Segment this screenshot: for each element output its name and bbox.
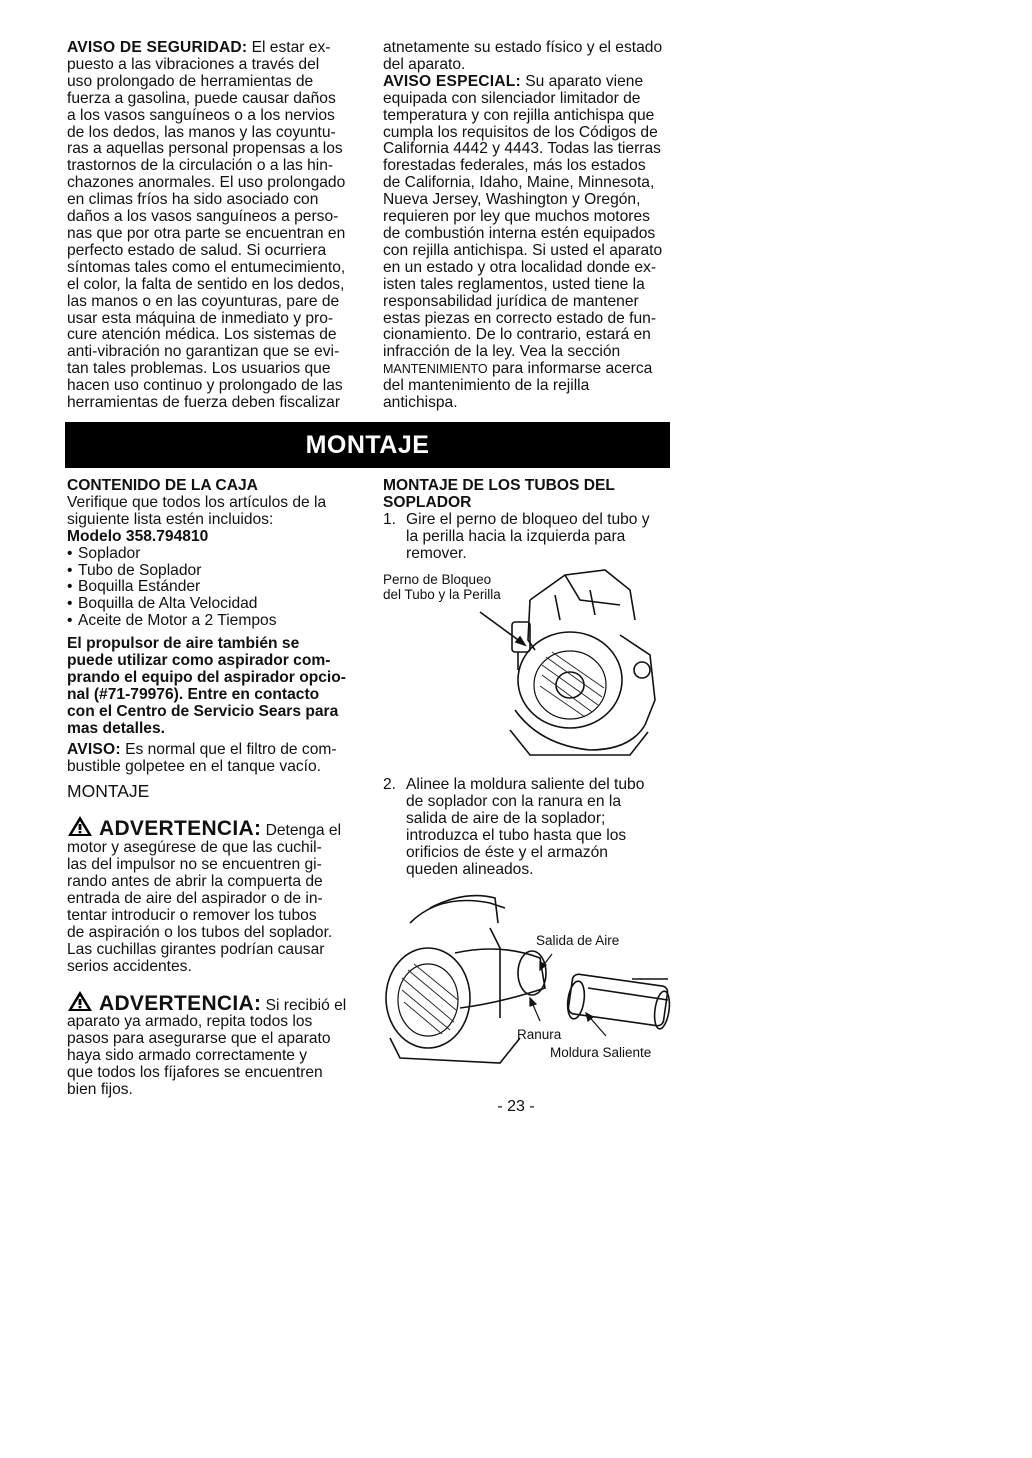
special-notice-line: temperatura y con rejilla antichispa que xyxy=(383,106,655,124)
safety-notice-line: en climas fríos ha sido asociado con xyxy=(67,191,319,209)
safety-notice-line: trastornos de la circulación o a las hin- xyxy=(67,157,334,175)
safety-notice-line: El estar ex- xyxy=(247,39,331,56)
warning-2-line: bien fijos. xyxy=(67,1081,133,1099)
montaje-banner: MONTAJE xyxy=(65,422,670,468)
vacuum-accessory-paragraph xyxy=(67,636,367,737)
special-notice-line: antichispa. xyxy=(383,394,458,412)
continued-line: atnetamente su estado físico y el estado xyxy=(383,39,663,56)
special-notice-line: del mantenimiento de la rejilla xyxy=(383,377,590,395)
continued-line: del aparato. xyxy=(383,55,466,73)
fuel-filter-line: bustible golpetee en el tanque vacío. xyxy=(67,757,322,775)
warning-2-line: pasos para asegurarse que el aparato xyxy=(67,1030,331,1048)
safety-notice-line: cure atención médica. Los sistemas de xyxy=(67,326,337,344)
safety-notice-line: a los vasos sanguíneos o a los nervios xyxy=(67,106,335,124)
special-notice-line: de combustión interna estén equipados xyxy=(383,224,656,242)
special-notice-line: California 4442 y 4443. Todas las tierras xyxy=(383,140,661,158)
tube-assembly-heading-line: SOPLADOR xyxy=(383,493,472,511)
blower-lock-bolt-illustration xyxy=(470,560,670,760)
special-notice-line: estas piezas en correcto estado de fun- xyxy=(383,309,657,327)
raised-rib-label: Moldura Saliente xyxy=(550,1045,652,1060)
special-notice-line: requieren por ley que muchos motores xyxy=(383,208,650,226)
safety-notice-column xyxy=(67,40,367,412)
tube-assembly-heading xyxy=(383,478,675,512)
special-notice-line: cionamiento. De lo contrario, estará en xyxy=(383,326,651,344)
warning-1-line: entrada de aire del aspirador o de in- xyxy=(67,890,323,908)
warning-2-line: aparato ya armado, repita todos los xyxy=(67,1013,313,1031)
special-notice-column xyxy=(383,40,675,412)
special-notice-line: Su aparato viene xyxy=(520,72,644,90)
special-notice-line: responsabilidad jurídica de mantener xyxy=(383,292,639,310)
warning-1-title: ADVERTENCIA: xyxy=(99,817,262,841)
warning-triangle-icon xyxy=(67,990,93,1012)
warning-1-line: Las cuchillas girantes podrían causar xyxy=(67,940,325,958)
figure-1-label-line: del Tubo y la Perilla xyxy=(383,587,501,602)
warning-1-first-line xyxy=(67,815,367,840)
safety-notice-line: nas que por otra parte se encuentran en xyxy=(67,224,346,242)
step-2-first-line xyxy=(383,777,675,794)
fuel-filter-lead: AVISO: xyxy=(67,740,121,758)
fuel-filter-notice xyxy=(67,742,367,776)
warning-1-line: de aspiración o los tubos del soplador. xyxy=(67,923,333,941)
warning-1-line: Detenga el xyxy=(261,822,342,840)
box-contents-heading: CONTENIDO DE LA CAJA xyxy=(67,477,258,494)
safety-notice-line: de los dedos, las manos y las coyuntu- xyxy=(67,123,336,141)
safety-notice-line: puesto a las vibraciones a través del xyxy=(67,55,320,73)
vacuum-accessory-line: con el Centro de Servicio Sears para xyxy=(67,702,339,720)
step-2-line: salida de aire de la soplador; xyxy=(406,809,606,827)
box-contents-column xyxy=(67,478,367,1099)
safety-notice-line: anti-vibración no garantizan que se evi- xyxy=(67,343,340,361)
safety-notice-line: usar esta máquina de inmediato y pro- xyxy=(67,309,334,327)
list-item: • Soplador xyxy=(67,546,367,563)
tube-assembly-column xyxy=(383,478,675,563)
fuel-filter-line: Es normal que el filtro de com- xyxy=(120,740,337,758)
step-2-line: Alinee la moldura saliente del tubo xyxy=(406,776,645,793)
step-2-block xyxy=(383,777,675,878)
safety-notice-line: ras a aquellas personal propensas a los xyxy=(67,140,343,158)
special-notice-first-line xyxy=(383,74,675,91)
safety-notice-line: hacen uso continuo y prolongado de las xyxy=(67,377,343,395)
vacuum-accessory-line: mas detalles. xyxy=(67,719,165,737)
step-1-number: 1. xyxy=(383,510,397,528)
warning-1-line: serios accidentes. xyxy=(67,957,192,975)
step-2-line: de soplador con la ranura en la xyxy=(406,792,621,810)
step-2-line: orificios de éste y el armazón xyxy=(406,843,608,861)
warning-block-1 xyxy=(67,815,367,975)
safety-notice-line: síntomas tales como el entumecimiento, xyxy=(67,258,346,276)
tube-alignment-illustration xyxy=(380,888,675,1070)
fuel-filter-first-line xyxy=(67,742,367,759)
page-number: - 23 - xyxy=(497,1098,535,1115)
warning-1-line: rando antes de abrir la compuerta de xyxy=(67,873,323,891)
safety-notice-line: tan tales problemas. Los usuarios que xyxy=(67,360,331,378)
step-2-number: 2. xyxy=(383,776,397,793)
vacuum-accessory-line: El propulsor de aire también se xyxy=(67,635,300,653)
special-notice-line: isten tales reglamentos, usted tiene la xyxy=(383,275,645,293)
warning-1-line: tentar introducir o remover los tubos xyxy=(67,906,317,924)
safety-notice-line: perfecto estado de salud. Si ocurriera xyxy=(67,241,327,259)
montaje-subheading: MONTAJE xyxy=(67,781,150,802)
model-number: Modelo 358.794810 xyxy=(67,527,209,545)
special-notice-line: equipada con silenciador limitador de xyxy=(383,89,641,107)
maintenance-word: MANTENIMIENTO xyxy=(383,362,488,377)
safety-notice-line: chazones anormales. El uso prolongado xyxy=(67,174,346,192)
special-notice-line: infracción de la ley. Vea la sección xyxy=(383,343,621,361)
list-item: • Boquilla Estánder xyxy=(67,579,367,596)
box-contents-intro: Verifique que todos los artículos de la xyxy=(67,493,327,511)
step-2-line: introduzca el tubo hasta que los xyxy=(406,826,627,844)
step-2-line: queden alineados. xyxy=(406,860,534,878)
warning-2-first-line xyxy=(67,990,367,1015)
air-outlet-label: Salida de Aire xyxy=(536,933,620,948)
safety-notice-line: el color, la falta de sentido en los dedos, xyxy=(67,275,345,293)
vacuum-accessory-line: prando el equipo del aspirador opcio- xyxy=(67,668,346,686)
step-1-line: la perilla hacia la izquierda para xyxy=(406,527,626,545)
list-item: • Aceite de Motor a 2 Tiempos xyxy=(67,613,367,630)
safety-notice-line: herramientas de fuerza deben fiscalizar xyxy=(67,394,341,412)
vacuum-accessory-line: puede utilizar como aspirador com- xyxy=(67,652,331,670)
maintenance-rest: para informarse acerca xyxy=(487,360,653,378)
special-notice-line: forestadas federales, más los estados xyxy=(383,157,646,175)
warning-2-line: haya sido armado correctamente y xyxy=(67,1047,308,1065)
figure-1-label-line: Perno de Bloqueo xyxy=(383,572,492,587)
warning-2-line: Si recibió el xyxy=(261,996,347,1014)
warning-block-2 xyxy=(67,990,367,1099)
tube-assembly-heading-line: MONTAJE DE LOS TUBOS DEL xyxy=(383,477,615,494)
list-item: • Tubo de Soplador xyxy=(67,563,367,580)
safety-notice-line: fuerza a gasolina, puede causar daños xyxy=(67,89,336,107)
safety-notice-first-line xyxy=(67,40,367,57)
special-notice-lead: AVISO ESPECIAL: xyxy=(383,72,521,90)
special-notice-line: cumpla los requisitos de los Códigos de xyxy=(383,123,658,141)
special-notice-line: con rejilla antichispa. Si usted el aparato xyxy=(383,241,663,259)
step-1-first-line xyxy=(383,512,675,529)
safety-notice-line: las manos o en las coyunturas, pare de xyxy=(67,292,340,310)
step-1-line: Gire el perno de bloqueo del tubo y xyxy=(406,510,650,528)
safety-notice-lead: AVISO DE SEGURIDAD: xyxy=(67,39,248,56)
warning-2-line: que todos los fíjafores se encuentren xyxy=(67,1064,323,1082)
step-1-line: remover. xyxy=(406,544,467,562)
special-notice-line: en un estado y otra localidad donde ex- xyxy=(383,258,657,276)
safety-notice-line: daños a los vasos sanguíneos a perso- xyxy=(67,208,339,226)
special-notice-line: Nueva Jersey, Washington y Oregón, xyxy=(383,191,641,209)
warning-1-line: las del impulsor no se encuentren gi- xyxy=(67,856,322,874)
warning-2-title: ADVERTENCIA: xyxy=(99,991,262,1015)
list-item: • Boquilla de Alta Velocidad xyxy=(67,596,367,613)
warning-triangle-icon xyxy=(67,815,93,837)
safety-notice-line: uso prolongado de herramientas de xyxy=(67,72,314,90)
box-contents-intro: siguiente lista estén incluidos: xyxy=(67,510,274,528)
special-notice-line: de California, Idaho, Maine, Minnesota, xyxy=(383,174,655,192)
warning-1-line: motor y asegúrese de que las cuchil- xyxy=(67,839,322,857)
vacuum-accessory-line: nal (#71-79976). Entre en contacto xyxy=(67,685,320,703)
maintenance-reference-line xyxy=(383,361,675,378)
slot-label: Ranura xyxy=(517,1027,562,1042)
